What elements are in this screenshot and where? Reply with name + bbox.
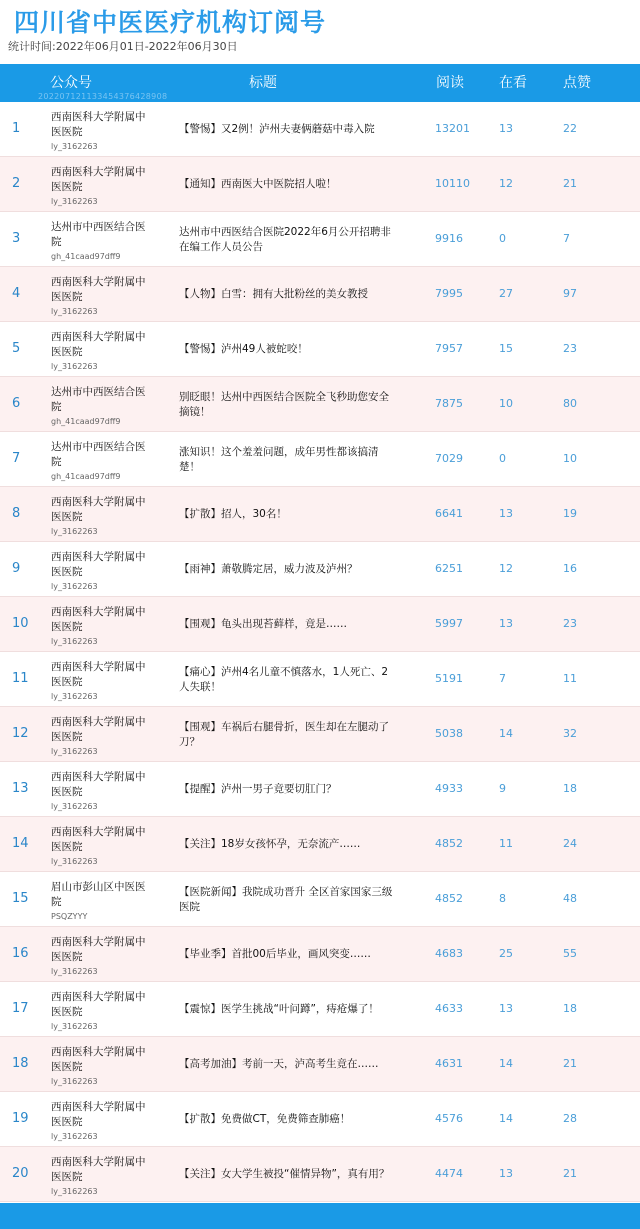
account-cell (51, 165, 151, 207)
watching-count: 14 (499, 727, 513, 740)
table-header (0, 64, 640, 102)
like-count: 55 (563, 947, 577, 960)
read-count: 4852 (435, 837, 463, 850)
table-row[interactable] (0, 707, 640, 762)
column-header-title[interactable]: 标题 (249, 75, 277, 91)
rank-number: 5 (12, 341, 21, 356)
account-id: ly_3162263 (51, 1022, 98, 1031)
column-header-reads[interactable]: 阅读 (436, 75, 464, 91)
article-title[interactable] (179, 487, 394, 542)
account-name[interactable]: 西南医科大学附属中医医院 (51, 606, 146, 633)
like-count: 7 (563, 232, 570, 245)
article-title[interactable] (179, 927, 394, 982)
account-name[interactable]: 西南医科大学附属中医医院 (51, 1101, 146, 1128)
article-title-text[interactable]: 【扩散】免费做CT，免费筛查肺癌！ (179, 1113, 351, 1125)
watching-count: 7 (499, 672, 506, 685)
read-count: 4933 (435, 782, 463, 795)
like-count: 22 (563, 122, 577, 135)
watching-count: 12 (499, 562, 513, 575)
article-title-text[interactable]: 【雨神】萧敬腾定居，威力波及泸州？ (179, 563, 358, 575)
article-title[interactable] (179, 597, 394, 652)
account-id: ly_3162263 (51, 1132, 98, 1141)
article-title-text[interactable]: 【通知】西南医大中医院招人啦！ (179, 178, 337, 190)
like-count: 18 (563, 782, 577, 795)
column-header-account[interactable]: 公众号 (50, 75, 92, 91)
article-title-text[interactable]: 【关注】18岁女孩怀孕，无奈流产…… (179, 838, 361, 850)
account-name[interactable]: 西南医科大学附属中医医院 (51, 1156, 146, 1183)
read-count: 7957 (435, 342, 463, 355)
rank-number: 15 (12, 891, 29, 906)
table-row[interactable] (0, 817, 640, 872)
article-title-text[interactable]: 【警惕】泸州49人被蛇咬！ (179, 343, 308, 355)
article-title[interactable] (179, 707, 394, 762)
read-count: 4683 (435, 947, 463, 960)
read-count: 4633 (435, 1002, 463, 1015)
article-title-text[interactable]: 别眨眼！达州中西医结合医院全飞秒助您安全摘镜！ (179, 390, 389, 418)
watching-count: 13 (499, 122, 513, 135)
like-count: 28 (563, 1112, 577, 1125)
ranking-table (0, 102, 640, 1202)
table-row[interactable] (0, 432, 640, 487)
account-cell (51, 825, 151, 867)
table-row[interactable] (0, 157, 640, 212)
rank-number: 4 (12, 286, 21, 301)
like-count: 23 (563, 342, 577, 355)
account-id: gh_41caad97dff9 (51, 252, 121, 261)
account-cell (51, 1045, 151, 1087)
like-count: 21 (563, 1057, 577, 1070)
watching-count: 9 (499, 782, 506, 795)
account-name[interactable]: 西南医科大学附属中医医院 (51, 331, 146, 358)
column-header-likes[interactable]: 点赞 (563, 75, 591, 91)
article-title-text[interactable]: 【关注】女大学生被投“催情异物”，真有用？ (179, 1168, 390, 1180)
article-title[interactable] (179, 982, 394, 1037)
account-cell (51, 880, 151, 922)
read-count: 4631 (435, 1057, 463, 1070)
watching-count: 14 (499, 1112, 513, 1125)
account-id: ly_3162263 (51, 1187, 98, 1196)
article-title[interactable] (179, 157, 394, 212)
table-row[interactable] (0, 487, 640, 542)
article-title[interactable] (179, 432, 394, 487)
footer-bar (0, 1203, 640, 1229)
read-count: 13201 (435, 122, 470, 135)
rank-number: 9 (12, 561, 21, 576)
table-row[interactable] (0, 102, 640, 157)
rank-number: 13 (12, 781, 29, 796)
page-title: 四川省中医医疗机构订阅号 (14, 8, 327, 37)
like-count: 21 (563, 1167, 577, 1180)
article-title-text[interactable]: 【震惊】医学生挑战“叶问蹲”，痔疮爆了！ (179, 1003, 379, 1015)
table-row[interactable] (0, 762, 640, 817)
rank-number: 3 (12, 231, 21, 246)
account-id: ly_3162263 (51, 857, 98, 866)
article-title-text[interactable]: 【扩散】招人，30名！ (179, 508, 287, 520)
account-cell (51, 1100, 151, 1142)
account-name[interactable]: 西南医科大学附属中医医院 (51, 166, 146, 193)
rank-number: 12 (12, 726, 29, 741)
watching-count: 13 (499, 1167, 513, 1180)
watching-count: 0 (499, 232, 506, 245)
article-title[interactable] (179, 872, 394, 927)
article-title[interactable] (179, 762, 394, 817)
table-row[interactable] (0, 542, 640, 597)
account-name[interactable]: 西南医科大学附属中医医院 (51, 276, 146, 303)
like-count: 21 (563, 177, 577, 190)
account-cell (51, 495, 151, 537)
account-cell (51, 385, 151, 427)
read-count: 4852 (435, 892, 463, 905)
article-title-text[interactable]: 【围观】车祸后右腿骨折，医生却在左腿动了刀？ (179, 720, 389, 748)
read-count: 7875 (435, 397, 463, 410)
article-title[interactable] (179, 267, 394, 322)
watching-count: 13 (499, 617, 513, 630)
account-name[interactable]: 西南医科大学附属中医医院 (51, 771, 146, 798)
article-title-text[interactable]: 【围观】龟头出现苔藓样，竟是…… (179, 618, 347, 630)
account-name[interactable]: 西南医科大学附属中医医院 (51, 716, 146, 743)
account-id: ly_3162263 (51, 637, 98, 646)
rank-number: 20 (12, 1166, 29, 1181)
article-title[interactable] (179, 1147, 394, 1202)
rank-number: 1 (12, 121, 21, 136)
account-cell (51, 1155, 151, 1197)
article-title-text[interactable]: 【人物】白雪：拥有大批粉丝的美女教授 (179, 288, 368, 300)
watching-count: 0 (499, 452, 506, 465)
account-name[interactable]: 西南医科大学附属中医医院 (51, 111, 146, 138)
table-row[interactable] (0, 1092, 640, 1147)
account-name[interactable]: 西南医科大学附属中医医院 (51, 496, 146, 523)
like-count: 18 (563, 1002, 577, 1015)
table-row[interactable] (0, 322, 640, 377)
stat-period: 统计时间:2022年06月01日-2022年06月30日 (8, 40, 238, 53)
watching-count: 10 (499, 397, 513, 410)
article-title-text[interactable]: 【毕业季】首批00后毕业，画风突变…… (179, 948, 371, 960)
account-id: ly_3162263 (51, 527, 98, 536)
article-title-text[interactable]: 【警惕】又2例！泸州夫妻俩蘑菇中毒入院 (179, 123, 375, 135)
read-count: 4474 (435, 1167, 463, 1180)
account-name[interactable]: 西南医科大学附属中医医院 (51, 551, 146, 578)
article-title-text[interactable]: 【高考加油】考前一天，泸高考生竟在…… (179, 1058, 379, 1070)
rank-number: 19 (12, 1111, 29, 1126)
watching-count: 11 (499, 837, 513, 850)
account-name[interactable]: 西南医科大学附属中医医院 (51, 1046, 146, 1073)
read-count: 5038 (435, 727, 463, 740)
account-cell (51, 275, 151, 317)
account-id: ly_3162263 (51, 967, 98, 976)
account-name[interactable]: 西南医科大学附属中医医院 (51, 826, 146, 853)
like-count: 97 (563, 287, 577, 300)
table-row[interactable] (0, 872, 640, 927)
account-cell (51, 770, 151, 812)
watching-count: 13 (499, 1002, 513, 1015)
rank-number: 6 (12, 396, 21, 411)
watching-count: 13 (499, 507, 513, 520)
account-id: ly_3162263 (51, 582, 98, 591)
watching-count: 8 (499, 892, 506, 905)
rank-number: 16 (12, 946, 29, 961)
account-name[interactable]: 达州市中西医结合医院 (51, 441, 146, 468)
column-header-watching[interactable]: 在看 (499, 75, 527, 91)
watching-count: 27 (499, 287, 513, 300)
table-row[interactable] (0, 927, 640, 982)
article-title[interactable] (179, 1092, 394, 1147)
like-count: 11 (563, 672, 577, 685)
account-cell (51, 220, 151, 262)
account-id: PSQZYYY (51, 912, 88, 921)
read-count: 10110 (435, 177, 470, 190)
account-id: ly_3162263 (51, 307, 98, 316)
rank-number: 14 (12, 836, 29, 851)
account-name[interactable]: 达州市中西医结合医院 (51, 386, 146, 413)
rank-number: 8 (12, 506, 21, 521)
read-count: 5191 (435, 672, 463, 685)
article-title[interactable] (179, 652, 394, 707)
account-cell (51, 440, 151, 482)
article-title[interactable] (179, 542, 394, 597)
article-title[interactable] (179, 377, 394, 432)
read-count: 4576 (435, 1112, 463, 1125)
like-count: 19 (563, 507, 577, 520)
account-cell (51, 715, 151, 757)
article-title-text[interactable]: 【医院新闻】我院成功晋升 全区首家国家三级医院 (179, 885, 393, 913)
rank-number: 2 (12, 176, 21, 191)
account-cell (51, 550, 151, 592)
article-title[interactable] (179, 817, 394, 872)
read-count: 9916 (435, 232, 463, 245)
account-cell (51, 330, 151, 372)
read-count: 6251 (435, 562, 463, 575)
account-id: gh_41caad97dff9 (51, 417, 121, 426)
read-count: 7995 (435, 287, 463, 300)
account-cell (51, 990, 151, 1032)
watermark-id: 20220712113345437642890​8 (38, 92, 168, 101)
article-title-text[interactable]: 【提醒】泸州一男子竟要切肛门？ (179, 783, 337, 795)
article-title[interactable] (179, 322, 394, 377)
account-name[interactable]: 西南医科大学附属中医医院 (51, 991, 146, 1018)
account-name[interactable]: 达州市中西医结合医院 (51, 221, 146, 248)
like-count: 10 (563, 452, 577, 465)
table-row[interactable] (0, 597, 640, 652)
watching-count: 15 (499, 342, 513, 355)
account-cell (51, 660, 151, 702)
table-row[interactable] (0, 982, 640, 1037)
like-count: 23 (563, 617, 577, 630)
article-title-text[interactable]: 达州市中西医结合医院2022年6月公开招聘非在编工作人员公告 (179, 225, 391, 253)
table-row[interactable] (0, 377, 640, 432)
like-count: 80 (563, 397, 577, 410)
article-title-text[interactable]: 【痛心】泸州4名儿童不慎落水，1人死亡、2人失联！ (179, 665, 389, 693)
account-id: ly_3162263 (51, 142, 98, 151)
account-name[interactable]: 西南医科大学附属中医医院 (51, 936, 146, 963)
rank-number: 17 (12, 1001, 29, 1016)
watching-count: 12 (499, 177, 513, 190)
like-count: 24 (563, 837, 577, 850)
article-title[interactable] (179, 212, 394, 267)
rank-number: 7 (12, 451, 21, 466)
table-row[interactable] (0, 1037, 640, 1092)
rank-number: 10 (12, 616, 29, 631)
table-row[interactable] (0, 267, 640, 322)
account-cell (51, 110, 151, 152)
article-title[interactable] (179, 102, 394, 157)
watching-count: 14 (499, 1057, 513, 1070)
account-id: ly_3162263 (51, 747, 98, 756)
table-row[interactable] (0, 212, 640, 267)
account-cell (51, 605, 151, 647)
table-row[interactable] (0, 1147, 640, 1202)
read-count: 6641 (435, 507, 463, 520)
account-id: ly_3162263 (51, 802, 98, 811)
account-name[interactable]: 西南医科大学附属中医医院 (51, 661, 146, 688)
article-title[interactable] (179, 1037, 394, 1092)
like-count: 16 (563, 562, 577, 575)
account-cell (51, 935, 151, 977)
read-count: 7029 (435, 452, 463, 465)
rank-number: 18 (12, 1056, 29, 1071)
read-count: 5997 (435, 617, 463, 630)
article-title-text[interactable]: 涨知识！这个羞羞问题，成年男性都该搞清楚！ (179, 445, 379, 473)
account-id: ly_3162263 (51, 197, 98, 206)
account-name[interactable]: 眉山市彭山区中医医院 (51, 881, 146, 908)
like-count: 48 (563, 892, 577, 905)
watching-count: 25 (499, 947, 513, 960)
account-id: gh_41caad97dff9 (51, 472, 121, 481)
rank-number: 11 (12, 671, 29, 686)
table-row[interactable] (0, 652, 640, 707)
like-count: 32 (563, 727, 577, 740)
account-id: ly_3162263 (51, 692, 98, 701)
account-id: ly_3162263 (51, 362, 98, 371)
account-id: ly_3162263 (51, 1077, 98, 1086)
